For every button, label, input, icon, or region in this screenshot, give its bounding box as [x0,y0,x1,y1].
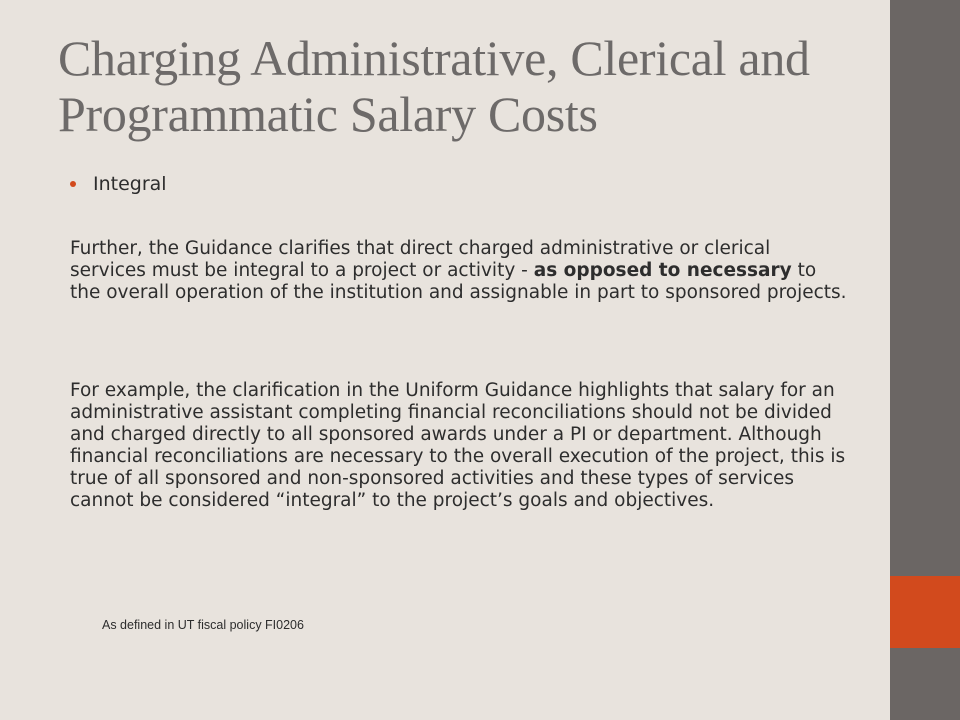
bullet-item [70,172,167,196]
bullet-label: Integral [93,173,167,195]
paragraph-guidance-text: Further, the Guidance clarifies that direct charged administrative or clerical services must be integral to a project or activity - [70,238,771,281]
side-accent-block [890,576,960,648]
paragraph-guidance-text-end: to the overall operation of the institution and assignable in part to sponsored projects. [70,260,847,303]
slide-title: Charging Administrative, Clerical and Programmatic Salary Costs [58,30,810,142]
paragraph-guidance [70,238,850,304]
bullet-dot-icon [70,181,76,187]
paragraph-example: For example, the clarification in the Uniform Guidance highlights that salary for an administrative assistant completing financial reconciliations should not be divided and charged directly to all sponsored awards under a PI or department. Although financial reconciliations are necessary to the overall execution of the project, this is true of all sponsored and non-sponsored activities and these types of services cannot be considered “integral” to the project’s goals and objectives. [70,380,846,511]
footnote: As defined in UT fiscal policy FI0206 [102,618,304,632]
paragraph-guidance-bold: as opposed to necessary [533,260,792,281]
